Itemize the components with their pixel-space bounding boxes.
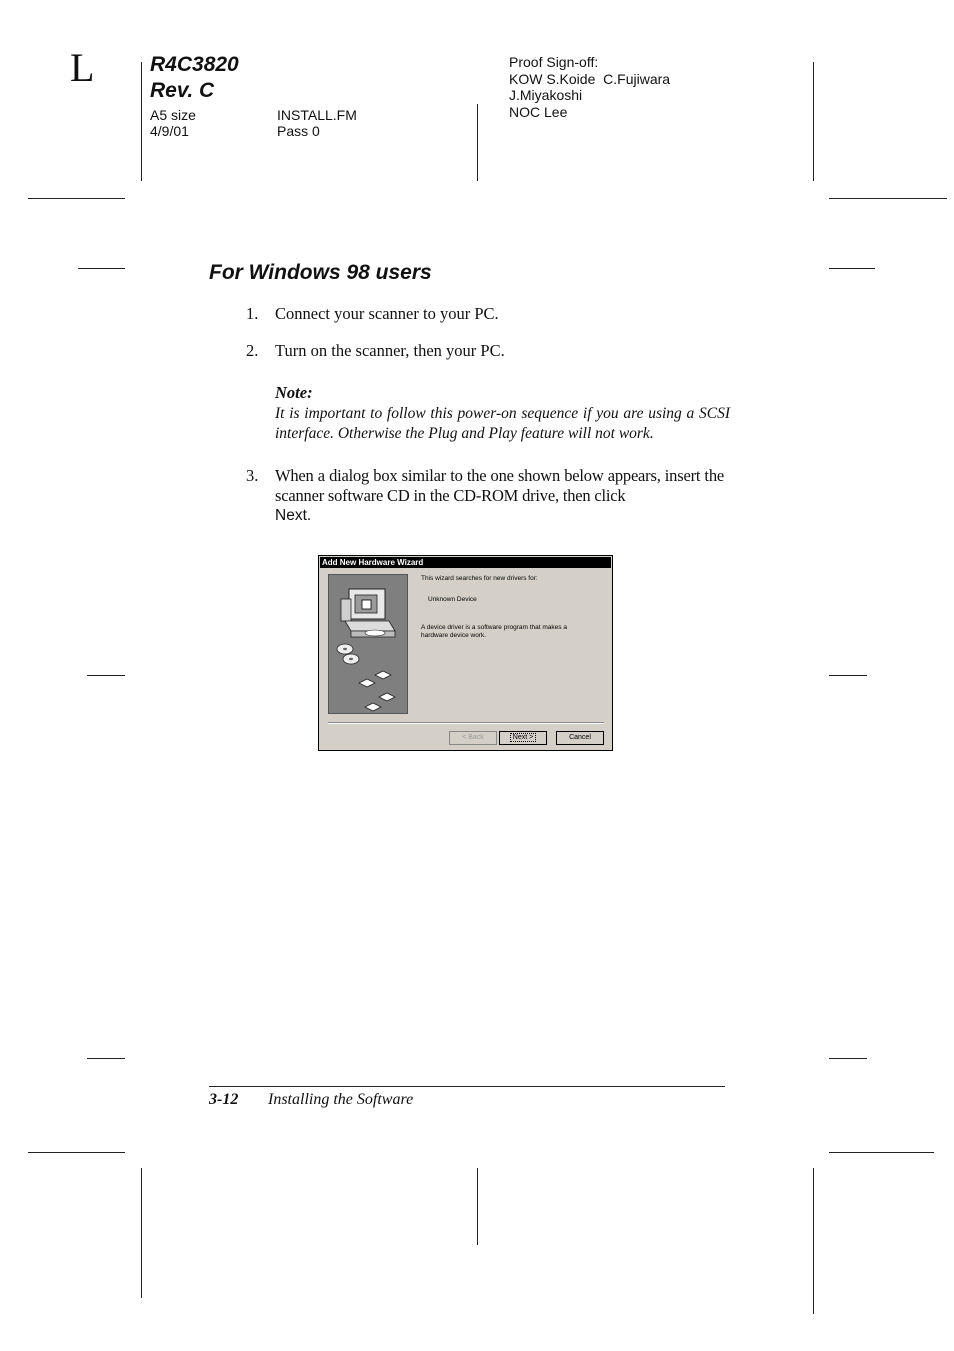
chapter-title: Installing the Software [268,1091,414,1108]
proof-label: Proof Sign-off: [509,54,599,70]
crop-mark [813,62,814,181]
step-text: Turn on the scanner, then your PC. [275,341,505,360]
crop-mark [829,1152,934,1153]
crop-mark [829,268,875,269]
dialog-intro-text: This wizard searches for new drivers for: [421,575,538,582]
crop-mark [78,268,125,269]
crop-mark [813,1168,814,1314]
crop-mark [829,198,947,199]
crop-mark [477,1168,478,1245]
crop-mark [829,675,867,676]
step-number: 3. [246,466,259,485]
crop-mark [141,1168,142,1298]
proof-signoff [509,54,670,120]
next-label-text: Next. [275,507,312,524]
back-button-label: < Back [462,734,484,741]
section-heading: For Windows 98 users [209,261,432,284]
step-text: When a dialog box similar to the one shown below appears, insert the scanner software CD in the CD-ROM drive, then click [275,466,724,505]
crop-mark [87,675,125,676]
dialog-title-bar: Add New Hardware Wizard [320,557,611,568]
cancel-button[interactable] [556,731,604,745]
device-name: Unknown Device [428,596,477,603]
model-line: R4C3820 [150,53,239,76]
crop-mark [28,1152,125,1153]
model-number [150,52,239,104]
step-text: Connect your scanner to your PC. [275,304,499,323]
footer-rule [209,1086,725,1087]
step-number: 1. [246,304,259,323]
corner-letter: L [70,45,95,90]
wizard-illustration [328,574,408,714]
file-label: INSTALL.FM [277,107,357,123]
note-body: It is important to follow this power-on sequence if you are using a SCSI interface. Otherwise the Plug and Play feature will not work. [275,405,730,442]
dialog-description: A device driver is a software program that makes a hardware device work. [421,624,567,639]
note-title: Note: [275,383,313,402]
crop-mark [477,104,478,181]
proof-names: J.Miyakoshi [509,87,583,103]
crop-mark [141,62,142,181]
add-new-hardware-wizard-dialog [318,555,613,751]
back-button[interactable] [449,731,497,745]
pass-label: Pass 0 [277,123,320,139]
crop-mark [28,198,125,199]
computer-cd-icon [329,575,407,713]
next-button-label: Next > [512,734,534,741]
cancel-button-label: Cancel [569,734,591,741]
dialog-separator [328,722,604,724]
date-label: 4/9/01 [150,123,189,139]
crop-mark [87,1058,125,1059]
proof-names: NOC Lee [509,103,568,120]
page-number: 3-12 [209,1091,239,1108]
size-label: A5 size [150,107,196,123]
next-button[interactable] [499,731,547,745]
proof-names: KOW S.Koide C.Fujiwara [509,70,671,87]
revision-line: Rev. C [150,79,215,102]
crop-mark [829,1058,867,1059]
step-number: 2. [246,341,259,360]
